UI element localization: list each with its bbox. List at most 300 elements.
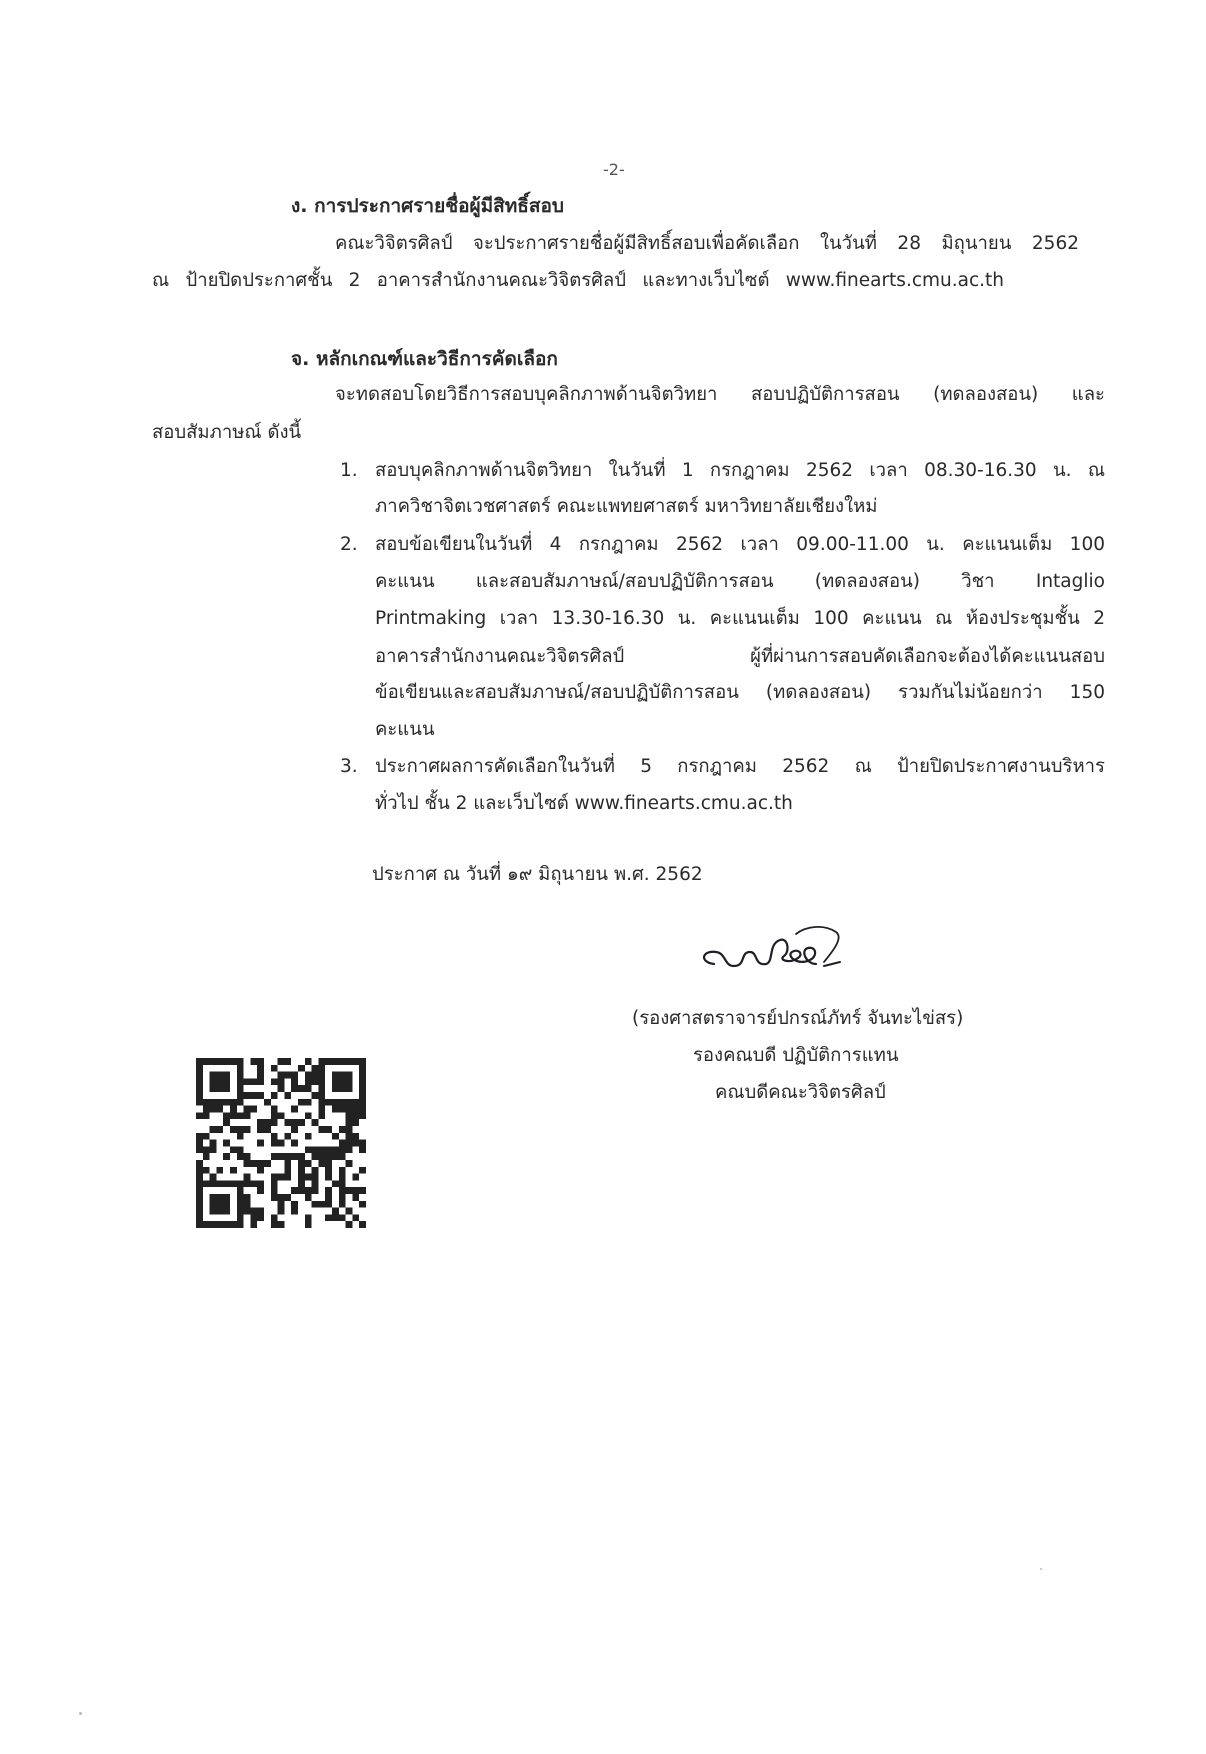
qr-module xyxy=(278,1078,285,1085)
qr-module xyxy=(278,1174,285,1181)
qr-module xyxy=(257,1140,264,1147)
qr-module xyxy=(298,1119,305,1126)
qr-module xyxy=(346,1106,353,1113)
qr-module xyxy=(210,1208,217,1215)
qr-module xyxy=(346,1085,353,1092)
qr-module xyxy=(339,1106,346,1113)
qr-module xyxy=(291,1140,298,1147)
qr-module xyxy=(291,1201,298,1208)
qr-module xyxy=(257,1092,264,1099)
qr-module xyxy=(359,1167,366,1174)
qr-module xyxy=(250,1214,257,1221)
qr-module xyxy=(203,1058,210,1065)
scan-speck xyxy=(1040,1568,1042,1570)
qr-module xyxy=(223,1072,230,1079)
qr-module xyxy=(230,1112,237,1119)
qr-module xyxy=(210,1140,217,1147)
qr-module xyxy=(237,1214,244,1221)
qr-module xyxy=(298,1160,305,1167)
qr-module xyxy=(359,1065,366,1072)
qr-module xyxy=(305,1160,312,1167)
qr-module xyxy=(339,1099,346,1106)
qr-module xyxy=(203,1167,210,1174)
qr-module xyxy=(318,1092,325,1099)
qr-module xyxy=(339,1078,346,1085)
qr-module xyxy=(332,1133,339,1140)
qr-module xyxy=(196,1065,203,1072)
qr-module xyxy=(230,1146,237,1153)
qr-module xyxy=(271,1214,278,1221)
qr-module xyxy=(318,1058,325,1065)
qr-module xyxy=(339,1085,346,1092)
qr-module xyxy=(223,1208,230,1215)
qr-module xyxy=(332,1099,339,1106)
qr-module xyxy=(291,1119,298,1126)
section-e-heading: จ. หลักเกณฑ์และวิธีการคัดเลือก xyxy=(291,348,558,370)
qr-module xyxy=(196,1099,203,1106)
qr-module xyxy=(271,1092,278,1099)
qr-module xyxy=(359,1221,366,1228)
qr-module xyxy=(318,1078,325,1085)
qr-module xyxy=(325,1214,332,1221)
announce-date: ประกาศ ณ วันที่ ๑๙ มิถุนายน พ.ศ. 2562 xyxy=(372,864,703,885)
list-item-number: 2. xyxy=(340,534,358,555)
qr-module xyxy=(346,1133,353,1140)
qr-module xyxy=(271,1153,278,1160)
qr-module xyxy=(230,1058,237,1065)
qr-module xyxy=(312,1119,319,1126)
qr-module xyxy=(291,1085,298,1092)
qr-module xyxy=(339,1214,346,1221)
signatory-name: (รองศาสตราจารย์ปกรณ์ภัทร์ จันทะไข่สร) xyxy=(632,1008,964,1029)
qr-module xyxy=(223,1085,230,1092)
qr-module xyxy=(237,1146,244,1153)
section-d-line-2: ณ ป้ายปิดประกาศชั้น 2 อาคารสำนักงานคณะวิจิตรศิลป์ และทางเว็บไซต์ www.finearts.cmu.ac.th xyxy=(152,270,1004,291)
qr-module xyxy=(223,1194,230,1201)
qr-module xyxy=(298,1174,305,1181)
qr-module xyxy=(352,1194,359,1201)
qr-module xyxy=(359,1085,366,1092)
qr-module xyxy=(244,1174,251,1181)
qr-module xyxy=(257,1058,264,1065)
qr-module xyxy=(312,1174,319,1181)
section-e-line-2: สอบสัมภาษณ์ ดังนี้ xyxy=(152,422,302,443)
page-number: -2- xyxy=(603,160,625,179)
qr-module xyxy=(271,1221,278,1228)
qr-module xyxy=(230,1126,237,1133)
qr-module xyxy=(346,1146,353,1153)
qr-module xyxy=(305,1078,312,1085)
qr-module xyxy=(196,1112,203,1119)
qr-module xyxy=(203,1133,210,1140)
qr-module xyxy=(332,1180,339,1187)
qr-module xyxy=(250,1092,257,1099)
qr-module xyxy=(332,1078,339,1085)
qr-module xyxy=(237,1153,244,1160)
qr-module xyxy=(278,1153,285,1160)
qr-module xyxy=(298,1065,305,1072)
qr-module xyxy=(216,1194,223,1201)
list-item-line: สอบบุคลิกภาพด้านจิตวิทยา ในวันที่ 1 กรกฎาคม 2562 เวลา 08.30-16.30 น. ณ xyxy=(375,460,1105,481)
qr-module xyxy=(352,1133,359,1140)
qr-module xyxy=(332,1214,339,1221)
qr-module xyxy=(305,1214,312,1221)
qr-module xyxy=(223,1112,230,1119)
qr-module xyxy=(318,1153,325,1160)
qr-module xyxy=(359,1112,366,1119)
qr-module xyxy=(237,1194,244,1201)
qr-module xyxy=(237,1065,244,1072)
qr-module xyxy=(257,1180,264,1187)
qr-module xyxy=(223,1099,230,1106)
qr-module xyxy=(223,1058,230,1065)
signature-icon xyxy=(694,922,864,984)
list-item-line: อาคารสำนักงานคณะวิจิตรศิลป์ ผู้ที่ผ่านการสอบคัดเลือกจะต้องได้คะแนนสอบ xyxy=(375,646,1105,667)
qr-module xyxy=(359,1092,366,1099)
qr-module xyxy=(216,1072,223,1079)
qr-module xyxy=(332,1153,339,1160)
qr-module xyxy=(250,1180,257,1187)
qr-module xyxy=(284,1119,291,1126)
qr-module xyxy=(196,1078,203,1085)
qr-module xyxy=(325,1174,332,1181)
list-item-line: คะแนน และสอบสัมภาษณ์/สอบปฏิบัติการสอน (ทดลองสอน) วิชา Intaglio xyxy=(375,571,1105,592)
qr-module xyxy=(278,1085,285,1092)
list-item-line: ประกาศผลการคัดเลือกในวันที่ 5 กรกฎาคม 2562 ณ ป้ายปิดประกาศงานบริหาร xyxy=(375,756,1105,777)
qr-module xyxy=(291,1208,298,1215)
qr-module xyxy=(298,1187,305,1194)
qr-module xyxy=(203,1146,210,1153)
qr-module xyxy=(237,1133,244,1140)
section-d-line-1: คณะวิจิตรศิลป์ จะประกาศรายชื่อผู้มีสิทธิ์สอบเพื่อคัดเลือก ในวันที่ 28 มิถุนายน 2562 xyxy=(335,233,1079,254)
qr-module xyxy=(210,1106,217,1113)
qr-module xyxy=(271,1174,278,1181)
qr-module xyxy=(305,1058,312,1065)
qr-module xyxy=(359,1146,366,1153)
qr-module xyxy=(278,1072,285,1079)
qr-module xyxy=(196,1194,203,1201)
qr-module xyxy=(346,1221,353,1228)
qr-module xyxy=(352,1214,359,1221)
qr-module xyxy=(346,1072,353,1079)
qr-module xyxy=(257,1214,264,1221)
qr-module xyxy=(325,1167,332,1174)
qr-module xyxy=(216,1078,223,1085)
qr-module xyxy=(352,1174,359,1181)
qr-module xyxy=(216,1085,223,1092)
qr-module xyxy=(359,1058,366,1065)
qr-module xyxy=(196,1160,203,1167)
qr-module xyxy=(284,1058,291,1065)
qr-module xyxy=(312,1146,319,1153)
qr-module xyxy=(196,1214,203,1221)
scan-speck xyxy=(79,1712,82,1715)
list-item-line: ภาควิชาจิตเวชศาสตร์ คณะแพทยศาสตร์ มหาวิทยาลัยเชียงใหม่ xyxy=(375,496,878,517)
qr-module xyxy=(305,1099,312,1106)
qr-module xyxy=(264,1160,271,1167)
qr-module xyxy=(257,1167,264,1174)
qr-module xyxy=(271,1180,278,1187)
qr-module xyxy=(325,1201,332,1208)
qr-module xyxy=(196,1201,203,1208)
qr-module xyxy=(230,1221,237,1228)
qr-module xyxy=(339,1174,346,1181)
qr-module xyxy=(305,1221,312,1228)
qr-module xyxy=(312,1180,319,1187)
qr-module xyxy=(237,1208,244,1215)
qr-module xyxy=(346,1140,353,1147)
qr-module xyxy=(196,1146,203,1153)
list-item-number: 1. xyxy=(340,460,358,481)
qr-module xyxy=(244,1180,251,1187)
qr-module xyxy=(318,1106,325,1113)
qr-module xyxy=(339,1187,346,1194)
qr-module xyxy=(237,1085,244,1092)
qr-module xyxy=(250,1208,257,1215)
qr-module xyxy=(332,1072,339,1079)
qr-module xyxy=(332,1085,339,1092)
qr-module xyxy=(264,1119,271,1126)
qr-module xyxy=(305,1194,312,1201)
qr-module xyxy=(271,1119,278,1126)
qr-module xyxy=(216,1126,223,1133)
qr-module xyxy=(244,1092,251,1099)
qr-module xyxy=(278,1112,285,1119)
qr-module xyxy=(359,1106,366,1113)
qr-module xyxy=(305,1187,312,1194)
qr-module xyxy=(271,1112,278,1119)
qr-module xyxy=(298,1167,305,1174)
qr-module xyxy=(196,1221,203,1228)
qr-module xyxy=(339,1146,346,1153)
qr-module xyxy=(325,1099,332,1106)
qr-module xyxy=(339,1180,346,1187)
qr-module xyxy=(278,1201,285,1208)
qr-module xyxy=(237,1126,244,1133)
qr-module xyxy=(332,1146,339,1153)
qr-module xyxy=(244,1160,251,1167)
qr-module xyxy=(271,1065,278,1072)
qr-module xyxy=(237,1058,244,1065)
qr-module xyxy=(223,1119,230,1126)
qr-module xyxy=(244,1201,251,1208)
qr-module xyxy=(305,1085,312,1092)
qr-module xyxy=(216,1201,223,1208)
qr-module xyxy=(305,1072,312,1079)
qr-module xyxy=(339,1201,346,1208)
qr-module xyxy=(346,1112,353,1119)
qr-module xyxy=(284,1092,291,1099)
qr-module xyxy=(339,1140,346,1147)
qr-module xyxy=(346,1208,353,1215)
qr-module xyxy=(312,1065,319,1072)
qr-module xyxy=(359,1140,366,1147)
qr-module xyxy=(284,1072,291,1079)
qr-module xyxy=(196,1133,203,1140)
qr-module xyxy=(305,1133,312,1140)
qr-module xyxy=(257,1078,264,1085)
qr-module xyxy=(210,1146,217,1153)
qr-module xyxy=(271,1187,278,1194)
qr-module xyxy=(318,1112,325,1119)
qr-module xyxy=(352,1112,359,1119)
qr-module xyxy=(210,1078,217,1085)
qr-module xyxy=(196,1072,203,1079)
qr-module xyxy=(284,1160,291,1167)
qr-module xyxy=(318,1146,325,1153)
qr-module xyxy=(291,1153,298,1160)
qr-module xyxy=(237,1099,244,1106)
qr-module xyxy=(346,1078,353,1085)
qr-module xyxy=(359,1099,366,1106)
qr-module xyxy=(339,1072,346,1079)
qr-module xyxy=(352,1119,359,1126)
qr-module xyxy=(216,1106,223,1113)
qr-module xyxy=(271,1133,278,1140)
qr-module xyxy=(264,1099,271,1106)
qr-module xyxy=(339,1058,346,1065)
qr-module xyxy=(210,1126,217,1133)
qr-module xyxy=(352,1106,359,1113)
qr-module xyxy=(250,1160,257,1167)
qr-module xyxy=(196,1167,203,1174)
qr-module xyxy=(223,1201,230,1208)
qr-module xyxy=(230,1167,237,1174)
qr-module xyxy=(339,1167,346,1174)
qr-module xyxy=(305,1174,312,1181)
qr-module xyxy=(250,1221,257,1228)
qr-module xyxy=(278,1140,285,1147)
qr-module xyxy=(257,1119,264,1126)
qr-module xyxy=(318,1201,325,1208)
qr-module xyxy=(216,1180,223,1187)
qr-module xyxy=(291,1126,298,1133)
qr-module xyxy=(210,1174,217,1181)
qr-module xyxy=(271,1194,278,1201)
qr-module xyxy=(325,1146,332,1153)
qr-module xyxy=(325,1194,332,1201)
qr-module xyxy=(298,1099,305,1106)
qr-module xyxy=(196,1174,203,1181)
qr-module xyxy=(298,1180,305,1187)
qr-module xyxy=(196,1140,203,1147)
qr-module xyxy=(312,1092,319,1099)
qr-module xyxy=(325,1126,332,1133)
qr-module xyxy=(278,1194,285,1201)
qr-module xyxy=(312,1167,319,1174)
qr-module xyxy=(257,1208,264,1215)
qr-module xyxy=(244,1208,251,1215)
qr-module xyxy=(244,1106,251,1113)
qr-module xyxy=(318,1099,325,1106)
qr-module xyxy=(312,1187,319,1194)
qr-module xyxy=(325,1187,332,1194)
qr-module xyxy=(278,1058,285,1065)
qr-module xyxy=(203,1106,210,1113)
qr-module xyxy=(271,1078,278,1085)
qr-module xyxy=(339,1126,346,1133)
qr-module xyxy=(298,1153,305,1160)
qr-module xyxy=(325,1153,332,1160)
qr-module xyxy=(352,1187,359,1194)
qr-module xyxy=(291,1078,298,1085)
qr-module xyxy=(352,1099,359,1106)
qr-module xyxy=(210,1201,217,1208)
list-item-line: ทั่วไป ชั้น 2 และเว็บไซต์ www.finearts.cmu.ac.th xyxy=(375,793,793,814)
qr-module xyxy=(244,1194,251,1201)
qr-module xyxy=(346,1099,353,1106)
qr-module xyxy=(223,1140,230,1147)
qr-module xyxy=(346,1160,353,1167)
signatory-position-1: รองคณบดี ปฏิบัติการแทน xyxy=(693,1045,899,1066)
qr-module xyxy=(264,1126,271,1133)
qr-module xyxy=(196,1085,203,1092)
qr-module xyxy=(223,1153,230,1160)
qr-module xyxy=(332,1058,339,1065)
qr-module xyxy=(210,1085,217,1092)
qr-module xyxy=(312,1072,319,1079)
qr-module xyxy=(352,1058,359,1065)
qr-module xyxy=(216,1221,223,1228)
signatory-position-2: คณบดีคณะวิจิตรศิลป์ xyxy=(715,1082,886,1103)
qr-module xyxy=(244,1126,251,1133)
qr-module xyxy=(332,1208,339,1215)
qr-module xyxy=(216,1167,223,1174)
qr-module xyxy=(203,1180,210,1187)
list-item-line: Printmaking เวลา 13.30-16.30 น. คะแนนเต็ม 100 คะแนน ณ ห้องประชุมชั้น 2 xyxy=(375,608,1105,629)
qr-module xyxy=(250,1058,257,1065)
list-item-line: สอบข้อเขียนในวันที่ 4 กรกฎาคม 2562 เวลา 09.00-11.00 น. คะแนนเต็ม 100 xyxy=(375,534,1105,555)
qr-module xyxy=(278,1221,285,1228)
qr-module xyxy=(332,1106,339,1113)
qr-module xyxy=(216,1208,223,1215)
qr-module xyxy=(210,1221,217,1228)
qr-module xyxy=(196,1180,203,1187)
qr-module xyxy=(250,1106,257,1113)
qr-module xyxy=(210,1072,217,1079)
qr-module xyxy=(244,1153,251,1160)
qr-module xyxy=(352,1140,359,1147)
qr-module xyxy=(196,1058,203,1065)
qr-module xyxy=(237,1201,244,1208)
qr-module xyxy=(359,1187,366,1194)
qr-module xyxy=(346,1187,353,1194)
qr-module xyxy=(291,1187,298,1194)
qr-module xyxy=(284,1174,291,1181)
qr-module xyxy=(244,1112,251,1119)
qr-module xyxy=(196,1187,203,1194)
qr-module xyxy=(257,1126,264,1133)
qr-code-icon xyxy=(196,1058,366,1228)
qr-module xyxy=(271,1106,278,1113)
qr-module xyxy=(216,1058,223,1065)
qr-module xyxy=(271,1140,278,1147)
qr-module xyxy=(318,1072,325,1079)
qr-module xyxy=(318,1160,325,1167)
qr-module xyxy=(284,1153,291,1160)
qr-module xyxy=(359,1201,366,1208)
qr-module xyxy=(230,1106,237,1113)
qr-module xyxy=(291,1106,298,1113)
qr-module xyxy=(210,1194,217,1201)
qr-module xyxy=(203,1153,210,1160)
list-item-line: ข้อเขียนและสอบสัมภาษณ์/สอบปฏิบัติการสอน (ทดลองสอน) รวมกันไม่น้อยกว่า 150 xyxy=(375,682,1105,703)
qr-module xyxy=(244,1078,251,1085)
qr-module xyxy=(237,1078,244,1085)
qr-module xyxy=(359,1078,366,1085)
qr-module xyxy=(237,1112,244,1119)
qr-module xyxy=(203,1099,210,1106)
